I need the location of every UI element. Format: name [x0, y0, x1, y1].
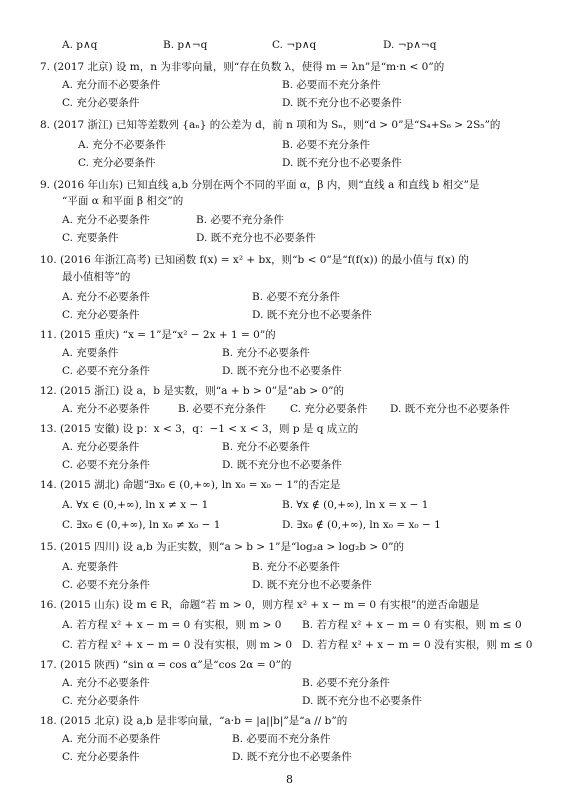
option: A. 充分不必要条件: [62, 677, 150, 689]
option: B. 充分不必要条件: [252, 561, 340, 573]
option: B. 若方程 x² + x − m = 0 有实根，则 m ≤ 0: [302, 619, 522, 631]
question-stem: 18. (2015 北京) 设 a,b 是非零向量，“a·b = |a||b|”是“a // b”的: [40, 715, 348, 727]
option: C. 必要不充分条件: [62, 579, 150, 591]
question-stem: 14. (2015 湖北) 命题“∃x₀ ∈ (0,+∞), ln x₀ = x₀ − 1”的否定是: [40, 479, 341, 491]
option: A. 充分而不必要条件: [62, 733, 161, 745]
question-stem: 9. (2016 年山东) 已知直线 a,b 分别在两个不同的平面 α，β 内，则“直线 a 和直线 b 相交”是: [40, 179, 480, 191]
option: C. 充分必要条件: [62, 309, 140, 321]
top-option-a: A. p∧q: [62, 39, 98, 51]
question-stem: 13. (2015 安徽) 设 p：x < 3，q：−1 < x < 3，则 p 是 q 成立的: [40, 423, 359, 435]
option: A. 若方程 x² + x − m = 0 有实根，则 m > 0: [62, 619, 282, 631]
option: D. 既不充分也不必要条件: [222, 365, 342, 377]
top-option-d: D. ¬p∧¬q: [383, 39, 437, 51]
option: A. 充分必要条件: [62, 441, 140, 453]
option: B. 必要不充分条件: [196, 214, 284, 226]
option: A. ∀x ∈ (0,+∞), ln x ≠ x − 1: [62, 499, 209, 511]
option: C. 充分必要条件: [62, 751, 140, 763]
question-stem: 7. (2017 北京) 设 m，n 为非零向量，则“存在负数 λ，使得 m = λn”是“m·n < 0”的: [40, 61, 445, 73]
option: D. 若方程 x² + x − m = 0 没有实根，则 m ≤ 0: [302, 639, 533, 651]
question-stem-continued: “平面 α 和平面 β 相交”的: [62, 195, 184, 207]
option: B. 充分不必要条件: [222, 441, 310, 453]
option: C. 充分必要条件: [62, 695, 140, 707]
option: D. 既不充分也不必要条件: [252, 579, 372, 591]
option: B. 必要而不充分条件: [282, 79, 381, 91]
question-stem: 17. (2015 陕西) “sin α = cos α”是“cos 2α = 0”的: [40, 659, 292, 671]
option: B. 必要不充分条件: [302, 677, 390, 689]
option: B. 必要而不充分条件: [232, 733, 331, 745]
top-option-c: C. ¬p∧q: [272, 39, 317, 51]
option: A. 充分不必要条件: [62, 291, 150, 303]
option: B. 充分不必要条件: [222, 347, 310, 359]
option: C. 充分必要条件: [62, 97, 140, 109]
option: A. 充分不必要条件: [62, 403, 150, 415]
page-number: 8: [286, 773, 293, 786]
question-stem: 8. (2017 浙江) 已知等差数列 {aₙ} 的公差为 d，前 n 项和为 Sₙ，则“d > 0”是“S₄+S₆ > 2S₅”的: [40, 119, 501, 131]
option: D. ∃x₀ ∉ (0,+∞), ln x₀ = x₀ − 1: [282, 519, 441, 531]
option: D. 既不充分也不必要条件: [252, 309, 372, 321]
option: C. 必要不充分条件: [62, 365, 150, 377]
option: C. 充分必要条件: [78, 157, 156, 169]
option: A. 充分不必要条件: [62, 214, 150, 226]
option: B. ∀x ∉ (0,+∞), ln x = x − 1: [282, 499, 429, 511]
option: A. 充要条件: [62, 347, 119, 359]
question-stem-continued: 最小值相等”的: [62, 271, 131, 283]
option: C. 充分必要条件: [290, 403, 368, 415]
question-stem: 10. (2016 年浙江高考) 已知函数 f(x) = x² + bx，则“b < 0”是“f(f(x)) 的最小值与 f(x) 的: [40, 254, 469, 266]
option: B. 必要不充分条件: [282, 139, 370, 151]
option: D. 既不充分也不必要条件: [232, 751, 352, 763]
option: C. 充要条件: [62, 232, 119, 244]
question-stem: 11. (2015 重庆) “x = 1”是“x² − 2x + 1 = 0”的: [40, 329, 276, 341]
option: C. ∃x₀ ∈ (0,+∞), ln x₀ ≠ x₀ − 1: [62, 519, 221, 531]
option: D. 既不充分也不必要条件: [302, 695, 422, 707]
question-stem: 12. (2015 浙江) 设 a，b 是实数，则“a + b > 0”是“ab > 0”的: [40, 385, 344, 397]
option: D. 既不充分也不必要条件: [222, 459, 342, 471]
option: A. 充分而不必要条件: [62, 79, 161, 91]
option: B. 必要不充分条件: [252, 291, 340, 303]
option: B. 必要不充分条件: [178, 403, 266, 415]
option: D. 既不充分也不必要条件: [390, 403, 510, 415]
option: C. 若方程 x² + x − m = 0 没有实根，则 m > 0: [62, 639, 293, 651]
top-option-b: B. p∧¬q: [163, 39, 208, 51]
option: D. 既不充分也不必要条件: [282, 97, 402, 109]
question-stem: 15. (2015 四川) 设 a,b 为正实数，则“a > b > 1”是“log₂a > log₂b > 0”的: [40, 541, 405, 553]
option: D. 既不充分也不必要条件: [282, 157, 402, 169]
question-stem: 16. (2015 山东) 设 m ∈ R，命题“若 m > 0，则方程 x² + x − m = 0 有实根”的逆否命题是: [40, 599, 480, 611]
option: A. 充分不必要条件: [78, 139, 166, 151]
option: D. 既不充分也不必要条件: [196, 232, 316, 244]
option: A. 充要条件: [62, 561, 119, 573]
option: C. 必要不充分条件: [62, 459, 150, 471]
